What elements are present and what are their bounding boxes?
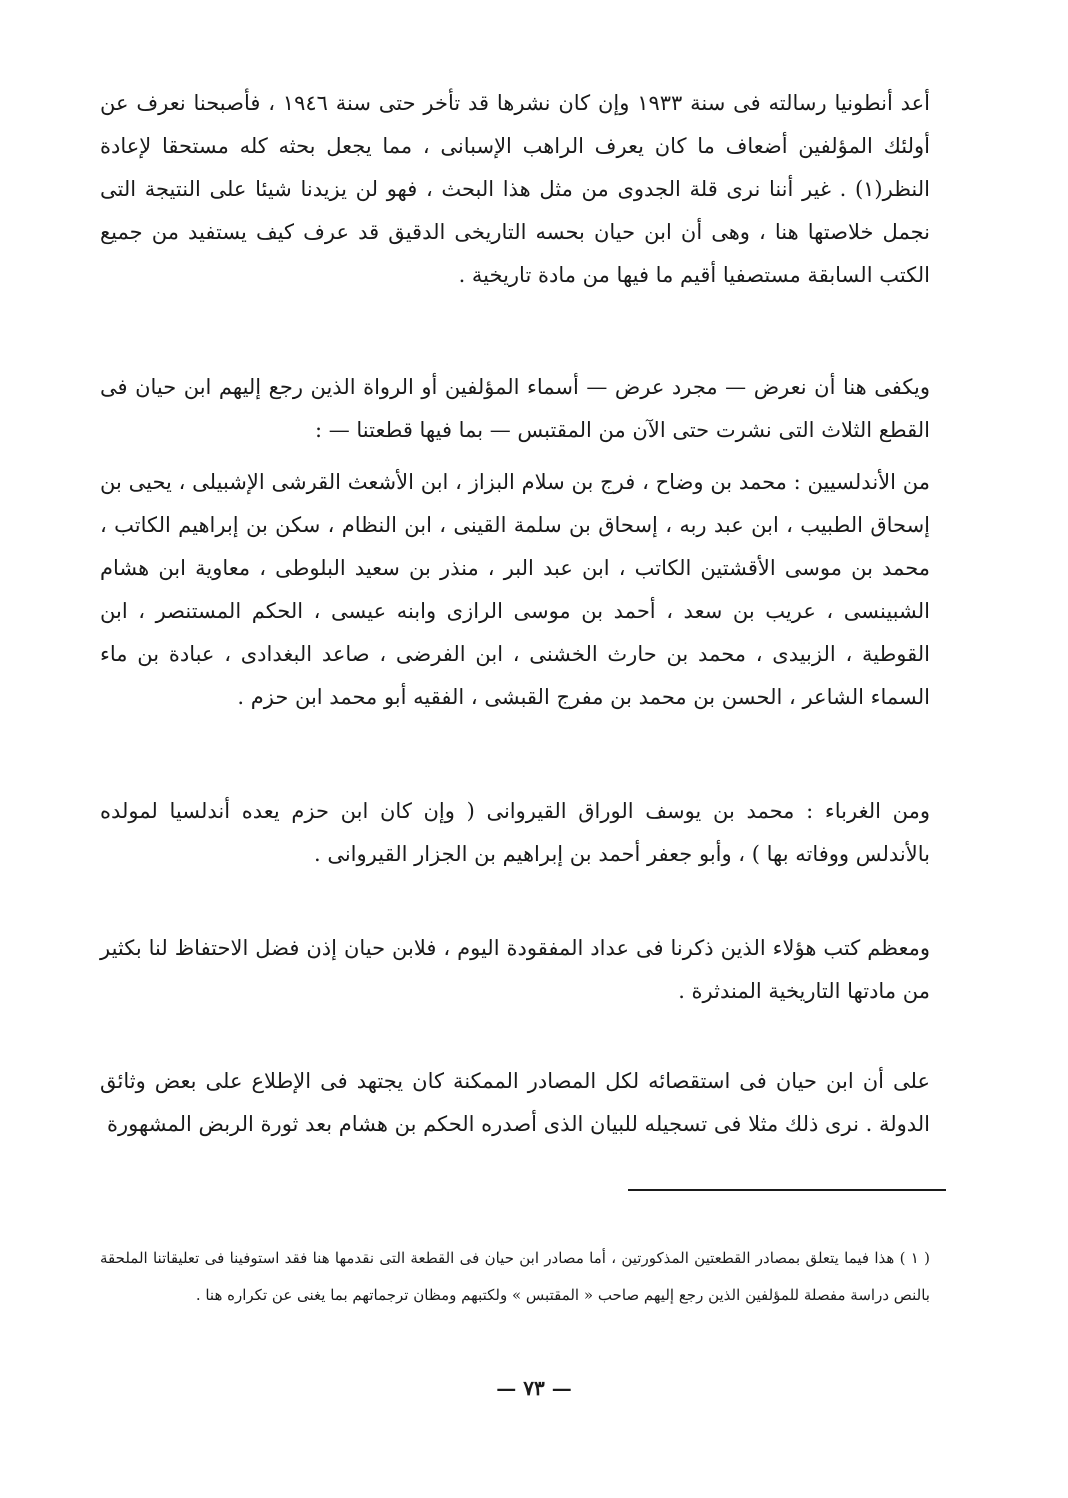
page-number: — ٧٣ — — [496, 1376, 572, 1400]
paragraph-4: ومن الغرباء : محمد بن يوسف الوراق القيروانى ( وإن كان ابن حزم يعده أندلسيا لمولده بالأندلس ووفاته بها ) ، وأبو جعفر أحمد بن إبراهيم بن الجزار القيروانى . — [100, 799, 930, 866]
paragraph-3: من الأندلسيين : محمد بن وضاح ، فرج بن سلام البزاز ، ابن الأشعث القرشى الإشبيلى ، يحيى بن إسحاق الطبيب ، ابن عبد ربه ، إسحاق بن سلمة القينى ، ابن النظام ، سكن بن إبراهيم الكاتب ، محمد بن موسى الأقشتين الكاتب ، ابن عبد البر ، منذر بن سعيد البلوطى ، معاوية ابن هشام الشبينسى ، عريب بن سعد ، أحمد بن موسى الرازى وابنه عيسى ، الحكم المستنصر ، ابن القوطية ، الزبيدى ، محمد بن حارث الخشنى ، ابن الفرضى ، صاعد البغدادى ، عبادة بن ماء السماء الشاعر ، الحسن بن محمد بن مفرج القبشى ، الفقيه أبو محمد ابن حزم . — [100, 470, 930, 709]
footnote-divider — [628, 1189, 946, 1191]
paragraph-2: ويكفى هنا أن نعرض — مجرد عرض — أسماء المؤلفين أو الرواة الذين رجع إليهم ابن حيان فى القطع الثلاث التى نشرت حتى الآن من المقتبس — بما فيها قطعتنا — : — [100, 375, 930, 442]
paragraph-6: على أن ابن حيان فى استقصائه لكل المصادر الممكنة كان يجتهد فى الإطلاع على بعض وثائق الدولة . نرى ذلك مثلا فى تسجيله للبيان الذى أصدره الحكم بن هشام بعد ثورة الربض المشهورة — [100, 1069, 930, 1136]
paragraph-1: أعد أنطونيا رسالته فى سنة ١٩٣٣ وإن كان نشرها قد تأخر حتى سنة ١٩٤٦ ، فأصبحنا نعرف عن أولئك المؤلفين أضعاف ما كان يعرف الراهب الإسبانى ، مما يجعل بحثه كله مستحقا لإعادة النظر(١) . غير أننا نرى قلة الجدوى من مثل هذا البحث ، فهو لن يزيدنا شيئا على النتيجة التى نجمل خلاصتها هنا ، وهى أن ابن حيان بحسه التاريخى الدقيق قد عرف كيف يستفيد من جميع الكتب السابقة مستصفيا أقيم ما فيها من مادة تاريخية . — [100, 91, 930, 287]
paragraph-5: ومعظم كتب هؤلاء الذين ذكرنا فى عداد المفقودة اليوم ، فلابن حيان إذن فضل الاحتفاظ لنا بكثير من مادتها التاريخية المندثرة . — [100, 936, 930, 1003]
footnote: ( ١ ) هذا فيما يتعلق بمصادر القطعتين المذكورتين ، أما مصادر ابن حيان فى القطعة التى نقدمها هنا فقد استوفينا فى تعليقاتنا الملحقة بالنص دراسة مفصلة للمؤلفين الذين رجع إليهم صاحب « المقتبس » ولكتبهم ومظان ترجماتهم بما يغنى عن تكراره هنا . — [100, 1249, 930, 1304]
